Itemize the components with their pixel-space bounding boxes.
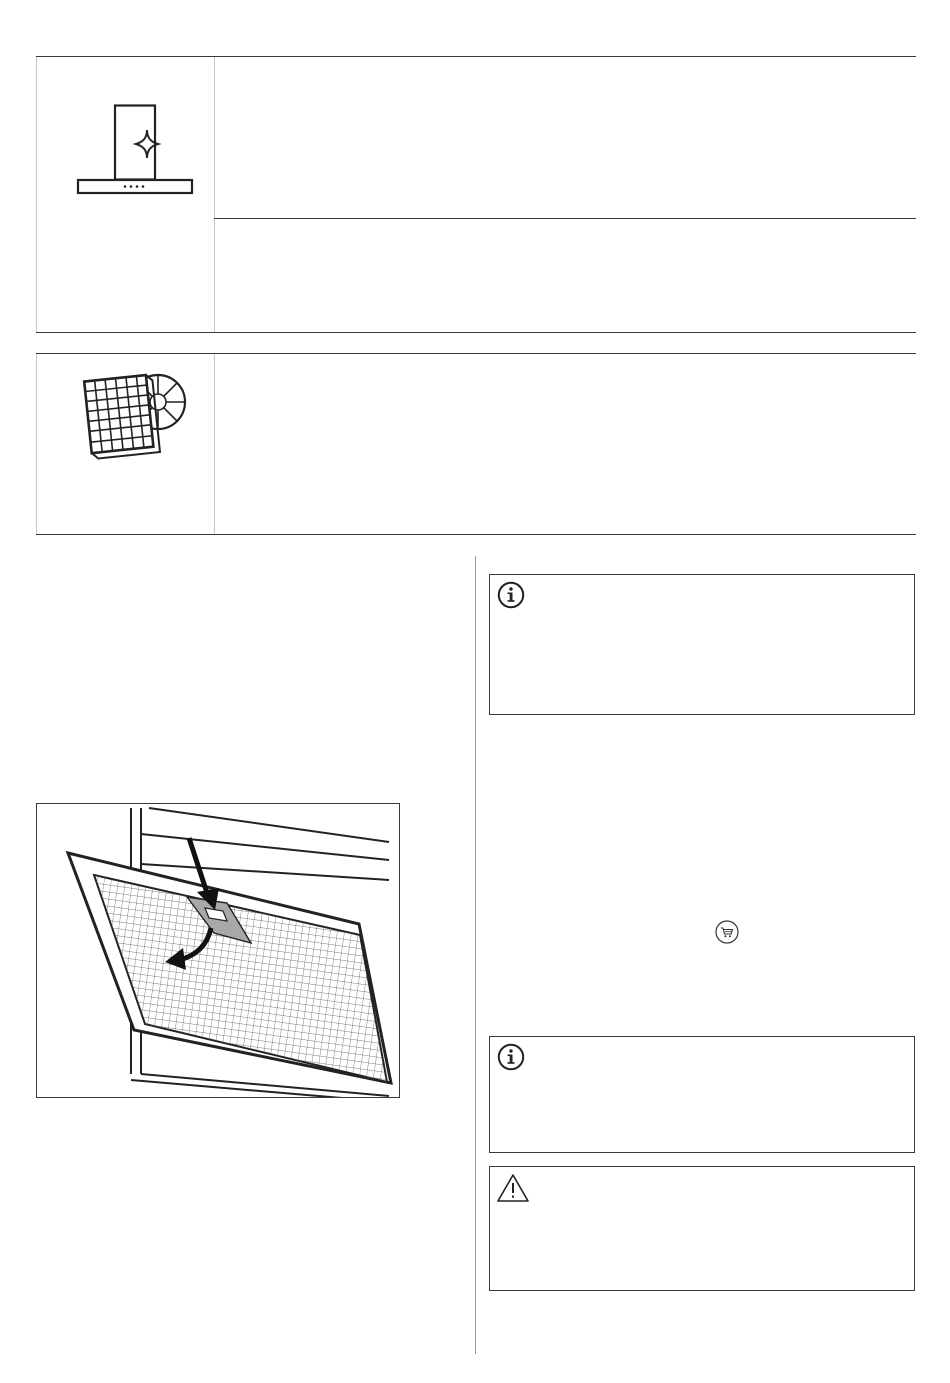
filter-table-column-divider [214,354,215,535]
filter-table-left-border [36,354,37,535]
table-column-divider [214,57,215,333]
information-icon [497,1043,525,1071]
hood-clean-icon [76,104,196,198]
warning-triangle-icon [496,1173,530,1203]
warning-note [489,1166,915,1291]
shop-cart-icon [715,920,739,944]
grease-filter-removal-illustration [37,804,399,1097]
grease-filter-and-carbon-filter-icon [80,364,190,460]
column-divider [475,556,476,1354]
table-inner-rule [214,218,916,219]
filter-table-bottom-rule [36,534,916,535]
information-note-2 [489,1036,915,1153]
grease-filter-removal-figure [36,803,400,1098]
information-icon [497,581,525,609]
table-top-rule [36,56,916,57]
table-bottom-rule [36,332,916,333]
table-left-border [36,57,37,333]
information-note-1 [489,574,915,715]
filter-table-top-rule [36,353,916,354]
